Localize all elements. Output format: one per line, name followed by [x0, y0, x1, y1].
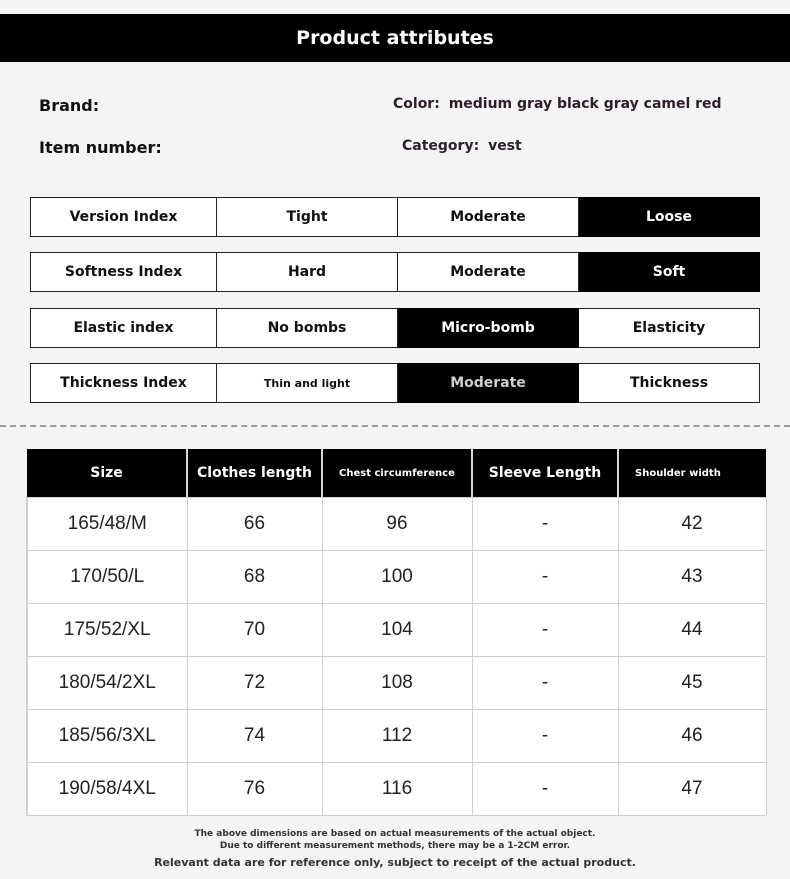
softness-index-row [30, 252, 760, 292]
category-label: Category: [402, 138, 480, 154]
dashed-divider [0, 425, 790, 427]
section-title: Product attributes [296, 27, 494, 49]
table-cell: 104 [322, 604, 472, 657]
table-cell: 45 [618, 657, 766, 710]
size-chart-table [26, 449, 767, 816]
table-cell: 43 [618, 551, 766, 604]
index-option: Moderate [398, 197, 579, 237]
table-cell: 108 [322, 657, 472, 710]
table-cell: 68 [187, 551, 322, 604]
thickness-index-row [30, 363, 760, 403]
color-attribute [393, 96, 722, 112]
column-header-shoulder: Shoulder width [618, 449, 766, 498]
color-value: medium gray black gray camel red [448, 96, 722, 112]
index-label: Elastic index [30, 308, 217, 348]
table-row [27, 498, 766, 551]
table-row [27, 551, 766, 604]
table-cell: 47 [618, 763, 766, 816]
table-cell: 116 [322, 763, 472, 816]
category-value: vest [488, 138, 522, 154]
table-cell: 76 [187, 763, 322, 816]
index-label: Thickness Index [30, 363, 217, 403]
table-cell: - [472, 657, 618, 710]
table-row [27, 657, 766, 710]
version-index-row [30, 197, 760, 237]
index-option: Hard [217, 252, 398, 292]
index-option-selected: Soft [579, 252, 760, 292]
table-cell: 100 [322, 551, 472, 604]
column-header-chest: Chest circumference [322, 449, 472, 498]
table-cell: 70 [187, 604, 322, 657]
index-option-selected: Loose [579, 197, 760, 237]
index-label: Softness Index [30, 252, 217, 292]
table-cell: 46 [618, 710, 766, 763]
table-cell: 72 [187, 657, 322, 710]
index-option: Tight [217, 197, 398, 237]
color-label: Color: [393, 96, 440, 112]
table-cell: - [472, 710, 618, 763]
disclaimer-line-3: Relevant data are for reference only, subject to receipt of the actual product. [154, 856, 636, 869]
table-cell: - [472, 551, 618, 604]
column-header-sleeve: Sleeve Length [472, 449, 618, 498]
category-attribute [402, 138, 522, 154]
table-cell: 96 [322, 498, 472, 551]
index-option-selected: Micro-bomb [398, 308, 579, 348]
table-row [27, 710, 766, 763]
table-header-row [27, 449, 766, 498]
table-cell: 170/50/L [27, 551, 187, 604]
index-option: Elasticity [579, 308, 760, 348]
table-cell: - [472, 763, 618, 816]
disclaimer-line-1: The above dimensions are based on actual measurements of the actual object. [194, 829, 596, 839]
item-number-label: Item number: [39, 138, 162, 157]
table-cell: - [472, 604, 618, 657]
table-cell: 42 [618, 498, 766, 551]
table-cell: 175/52/XL [27, 604, 187, 657]
index-option: No bombs [217, 308, 398, 348]
table-cell: 165/48/M [27, 498, 187, 551]
table-row [27, 604, 766, 657]
section-header [0, 14, 790, 62]
elastic-index-row [30, 308, 760, 348]
column-header-clothes-length: Clothes length [187, 449, 322, 498]
index-option: Thin and light [217, 363, 398, 403]
index-label: Version Index [30, 197, 217, 237]
item-number-attribute [39, 138, 166, 157]
column-header-size: Size [27, 449, 187, 498]
table-cell: 185/56/3XL [27, 710, 187, 763]
table-cell: 74 [187, 710, 322, 763]
table-cell: - [472, 498, 618, 551]
table-cell: 180/54/2XL [27, 657, 187, 710]
index-option-selected: Moderate [398, 363, 579, 403]
table-cell: 66 [187, 498, 322, 551]
table-cell: 190/58/4XL [27, 763, 187, 816]
index-option: Thickness [579, 363, 760, 403]
table-cell: 112 [322, 710, 472, 763]
disclaimer-line-2: Due to different measurement methods, there may be a 1-2CM error. [219, 841, 571, 851]
brand-attribute [39, 96, 103, 115]
table-cell: 44 [618, 604, 766, 657]
table-row [27, 763, 766, 816]
brand-label: Brand: [39, 96, 100, 115]
index-option: Moderate [398, 252, 579, 292]
